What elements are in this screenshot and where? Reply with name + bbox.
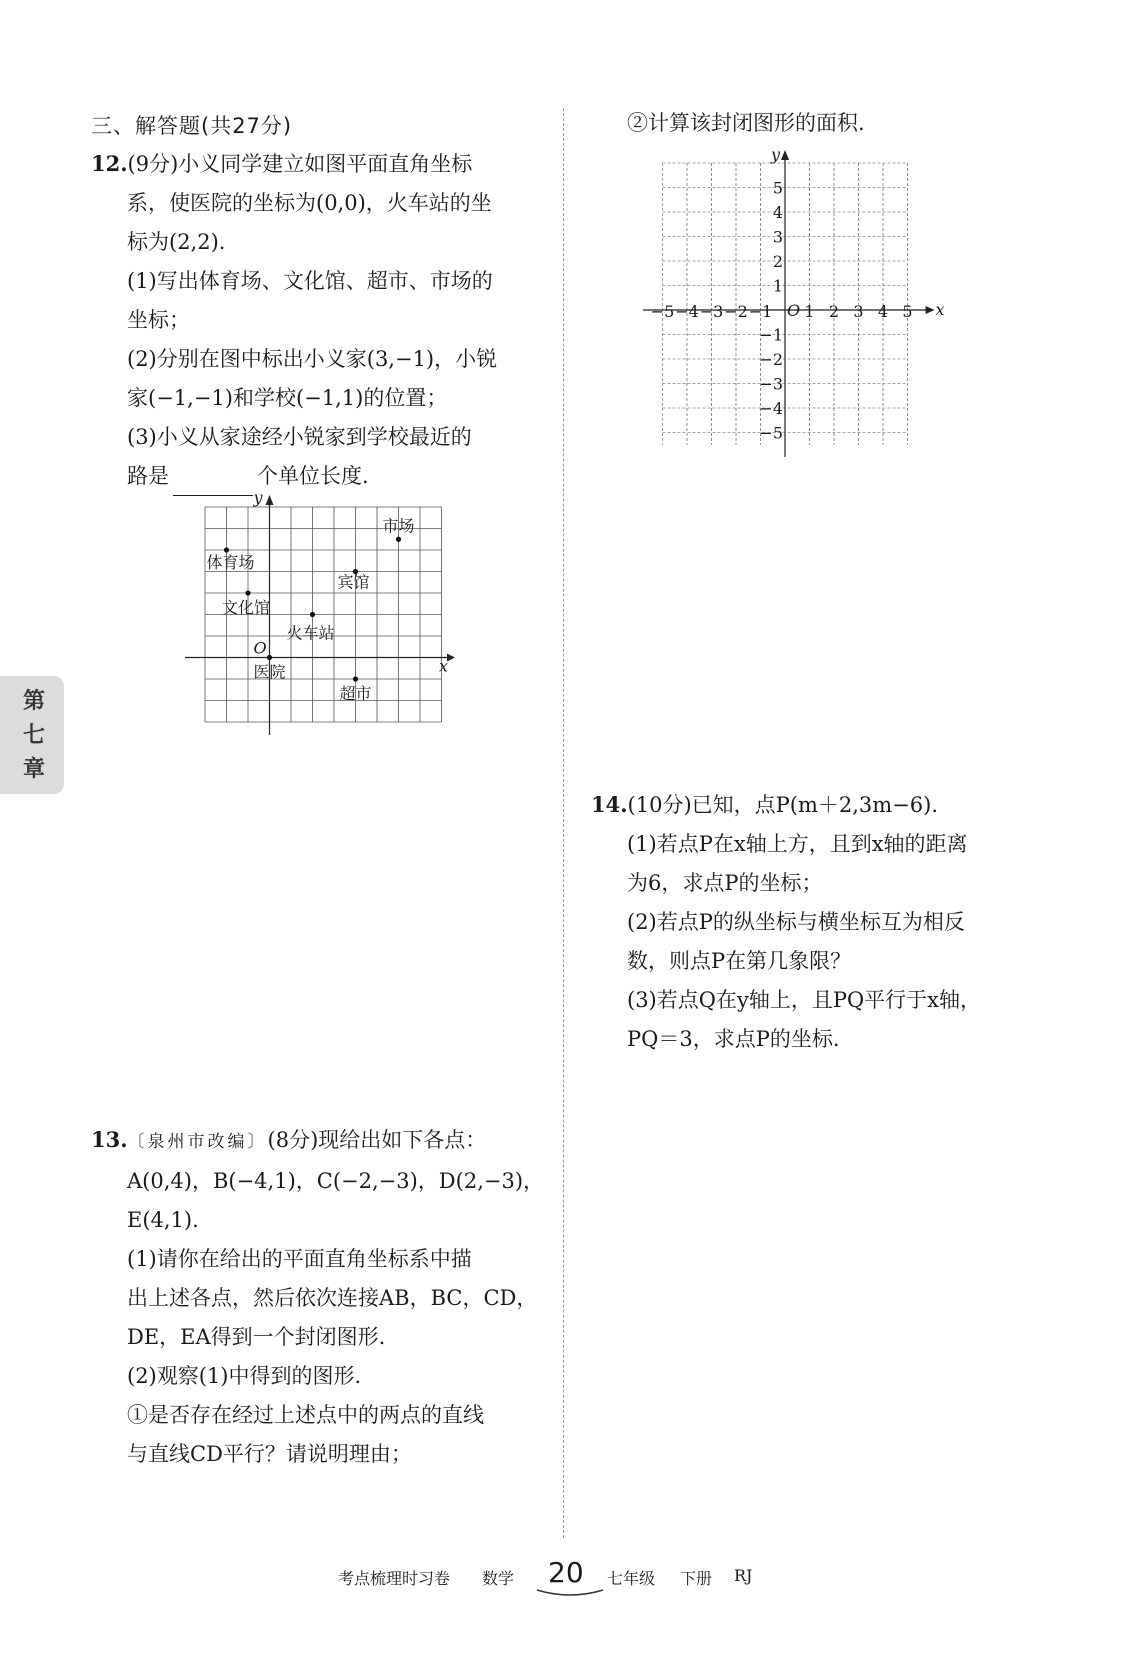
place-label: 超市 — [339, 684, 372, 703]
question-13 — [91, 1120, 544, 1474]
question-number: 13. — [91, 1127, 128, 1152]
q12-part-2-cont: 家(−1,−1)和学校(−1,1)的位置； — [127, 386, 448, 410]
q13-coordinate-grid — [650, 145, 1000, 470]
q12-part-1: (1)写出体育场、文化馆、超市、市场的 — [127, 269, 493, 293]
y-tick-label: 5 — [772, 178, 783, 198]
place-dot — [245, 590, 250, 595]
x-tick-label: −3 — [699, 302, 724, 321]
section-title: 三、解答题(共27分) — [91, 114, 293, 138]
x-axis-label: x — [935, 300, 945, 319]
place-dot — [267, 655, 272, 660]
question-number: 14. — [591, 792, 628, 817]
y-tick-label: −4 — [759, 399, 783, 418]
footer-grade: 七年级 — [607, 1569, 656, 1588]
x-tick-label: −1 — [748, 302, 773, 321]
q12-part-3-cont: 路是 个单位长度. — [91, 457, 497, 496]
question-14 — [591, 785, 981, 1059]
x-tick-label: 4 — [877, 302, 889, 321]
q14-part-2-cont: 数，则点P在第几象限？ — [627, 949, 852, 973]
x-tick-label: 2 — [828, 302, 840, 321]
q14-line-1: 14.(10分)已知，点P(m＋2,3m−6). — [591, 792, 939, 817]
question-12 — [91, 144, 497, 496]
y-axis-label: y — [771, 145, 781, 164]
y-tick-label: 4 — [772, 203, 783, 222]
question-source: 〔泉州市改编〕 — [127, 1132, 268, 1152]
origin-label: O — [253, 638, 267, 658]
footer-book: 考点梳理时习卷 — [338, 1569, 451, 1588]
place-label: 文化馆 — [222, 598, 271, 617]
place-label: 宾馆 — [337, 572, 370, 592]
chapter-tab-char: 七 — [22, 723, 46, 748]
x-axis-arrow — [447, 654, 455, 662]
y-axis-arrow — [781, 150, 789, 160]
page-footer — [0, 1556, 1133, 1590]
y-axis-arrow — [266, 495, 274, 505]
q13-part-1: (1)请你在给出的平面直角坐标系中描 — [127, 1247, 472, 1271]
chapter-tab-char: 第 — [22, 689, 46, 714]
q14-part-3-cont: PQ＝3，求点P的坐标. — [627, 1027, 840, 1051]
footer-volume: 下册 — [680, 1569, 713, 1588]
place-label: 市场 — [382, 516, 415, 536]
q14-part-2: (2)若点P的纵坐标与横坐标互为相反 — [627, 910, 965, 934]
q12-line-3: 标为(2,2). — [127, 230, 226, 254]
q13-part-1-cont2: DE，EA得到一个封闭图形. — [127, 1325, 386, 1349]
q14-part-1-cont: 为6，求点P的坐标； — [627, 871, 823, 895]
y-tick-label: −3 — [759, 374, 783, 394]
x-tick-label: −5 — [650, 302, 675, 321]
answer-blank[interactable] — [173, 471, 253, 496]
y-tick-label: −5 — [759, 423, 783, 443]
y-tick-label: −2 — [759, 350, 783, 369]
y-tick-label: −1 — [759, 325, 783, 345]
q12-part-3: (3)小义从家途经小锐家到学校最近的 — [127, 425, 472, 449]
x-tick-label: 5 — [902, 302, 913, 321]
q13-part-2-ii — [627, 104, 865, 143]
q13-line-1: 13.〔泉州市改编〕(8分)现给出如下各点： — [91, 1127, 487, 1152]
y-axis-label: y — [253, 488, 263, 507]
q12-map-figure — [185, 488, 475, 745]
x-axis-label: x — [439, 656, 449, 676]
footer-edition: RJ — [734, 1566, 753, 1585]
chapter-tab-char: 章 — [22, 757, 46, 782]
q13-points: A(0,4)，B(−4,1)，C(−2,−3)，D(2,−3)， — [127, 1169, 545, 1193]
q13-part-2-i: ①是否存在经过上述点中的两点的直线 — [127, 1403, 484, 1427]
q13-part-2-ii-text: ②计算该封闭图形的面积. — [627, 111, 865, 135]
question-number: 12. — [91, 151, 128, 176]
q13-part-2: (2)观察(1)中得到的图形. — [127, 1364, 362, 1388]
footer-subject: 数学 — [482, 1569, 515, 1588]
q13-points-cont: E(4,1). — [127, 1208, 199, 1232]
place-label: 体育场 — [206, 553, 255, 572]
q12-line-2: 系，使医院的坐标为(0,0)，火车站的坐 — [127, 191, 492, 215]
y-tick-label: 3 — [772, 227, 783, 247]
x-tick-label: 3 — [853, 302, 864, 321]
place-label: 火车站 — [286, 623, 335, 643]
page-number: 20 — [548, 1556, 584, 1589]
chapter-tab — [0, 676, 64, 794]
q13-part-1-cont: 出上述各点，然后依次连接AB，BC，CD， — [127, 1286, 538, 1310]
q12-part-1-cont: 坐标； — [127, 308, 190, 332]
q12-part-2: (2)分别在图中标出小义家(3,−1)，小锐 — [127, 347, 498, 371]
y-tick-label: 2 — [772, 252, 783, 271]
page-number-underline — [535, 1588, 605, 1598]
x-tick-label: −4 — [675, 302, 699, 321]
q14-part-3: (3)若点Q在y轴上，且PQ平行于x轴， — [627, 988, 982, 1012]
column-divider — [563, 108, 564, 1538]
q14-part-1: (1)若点P在x轴上方，且到x轴的距离 — [627, 832, 968, 856]
place-label: 医院 — [253, 662, 286, 682]
place-dot — [353, 676, 358, 681]
place-dot — [224, 547, 229, 552]
x-axis-arrow — [926, 306, 935, 314]
q12-line-1: 12.(9分)小义同学建立如图平面直角坐标 — [91, 151, 473, 176]
origin-label: O — [787, 301, 801, 320]
x-tick-label: 1 — [804, 302, 815, 321]
place-dot — [310, 612, 315, 617]
place-dot — [396, 537, 401, 542]
q13-part-2-i-cont: 与直线CD平行？请说明理由； — [127, 1442, 412, 1466]
x-tick-label: −2 — [724, 302, 748, 321]
y-tick-label: 1 — [772, 276, 783, 296]
